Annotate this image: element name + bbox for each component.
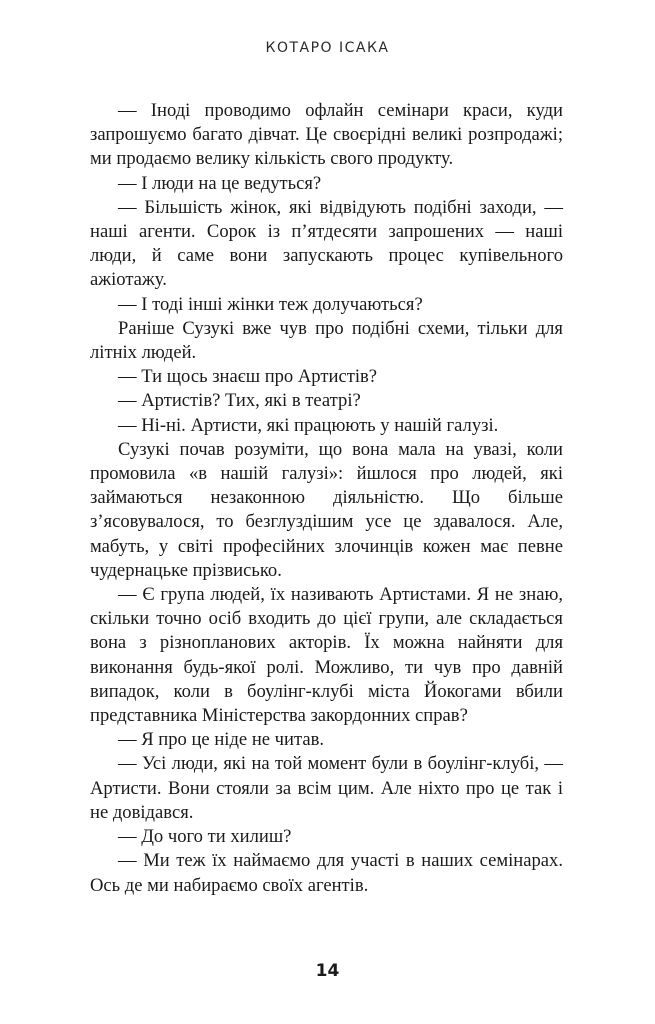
paragraph: — І люди на це ведуться?	[118, 172, 322, 194]
paragraph: — Я про це ніде не читав.	[118, 729, 325, 751]
body-text	[90, 99, 563, 898]
paragraph: — Артистів? Тих, які в театрі?	[118, 390, 361, 412]
paragraph: — І тоді інші жінки теж долучаються?	[118, 293, 423, 315]
paragraph: — До чого ти хилиш?	[118, 826, 292, 848]
paragraph: Раніше Сузукі вже чув про подібні схеми, тільки для літніх людей.	[90, 317, 563, 364]
paragraph: — Більшість жінок, які відвідують подібні заходи, — наші агенти. Сорок із п’ятдесяти запрошених — наші люди, й саме вони запускають процес купівельного ажіотажу.	[90, 196, 563, 291]
paragraph: — Ти щось знаєш про Артистів?	[118, 366, 378, 388]
paragraph: Сузукі почав розуміти, що вона мала на увазі, коли промовила «в нашій галузі»: йшлося про людей, які займаються незаконною діяльністю. Що більше з’ясовувалося, то безглуздішим усе це здавалося. Але, мабуть, у світі професійних злочинців кожен має певне чудернацьке прізвисько.	[90, 438, 563, 581]
paragraph: — Є група людей, їх називають Артистами. Я не знаю, скільки точно осіб входить до цієї групи, але складається вона з різнопланових акторів. Їх можна найняти для виконання будь-якої ролі. Можливо, ти чув про давній випадок, коли в боулінг-клубі міста Йокогами вбили представника Міністерства закордонних справ?	[90, 584, 563, 727]
running-head: КОТАРО ІСАКА	[265, 40, 390, 56]
paragraph: — Ні-ні. Артисти, які працюють у нашій галузі.	[118, 414, 499, 436]
page-number: 14	[315, 961, 340, 981]
paragraph: — Іноді проводимо офлайн семінари краси, куди запрошуємо багато дівчат. Це своєрідні великі розпродажі; ми продаємо велику кількість свого продукту.	[90, 100, 563, 170]
paragraph: — Ми теж їх наймаємо для участі в наших семінарах. Ось де ми набираємо своїх агентів.	[90, 850, 563, 896]
paragraph: — Усі люди, які на той момент були в боулінг-клубі, — Артисти. Вони стояли за всім цим. Але ніхто про це так і не довідався.	[90, 753, 563, 823]
